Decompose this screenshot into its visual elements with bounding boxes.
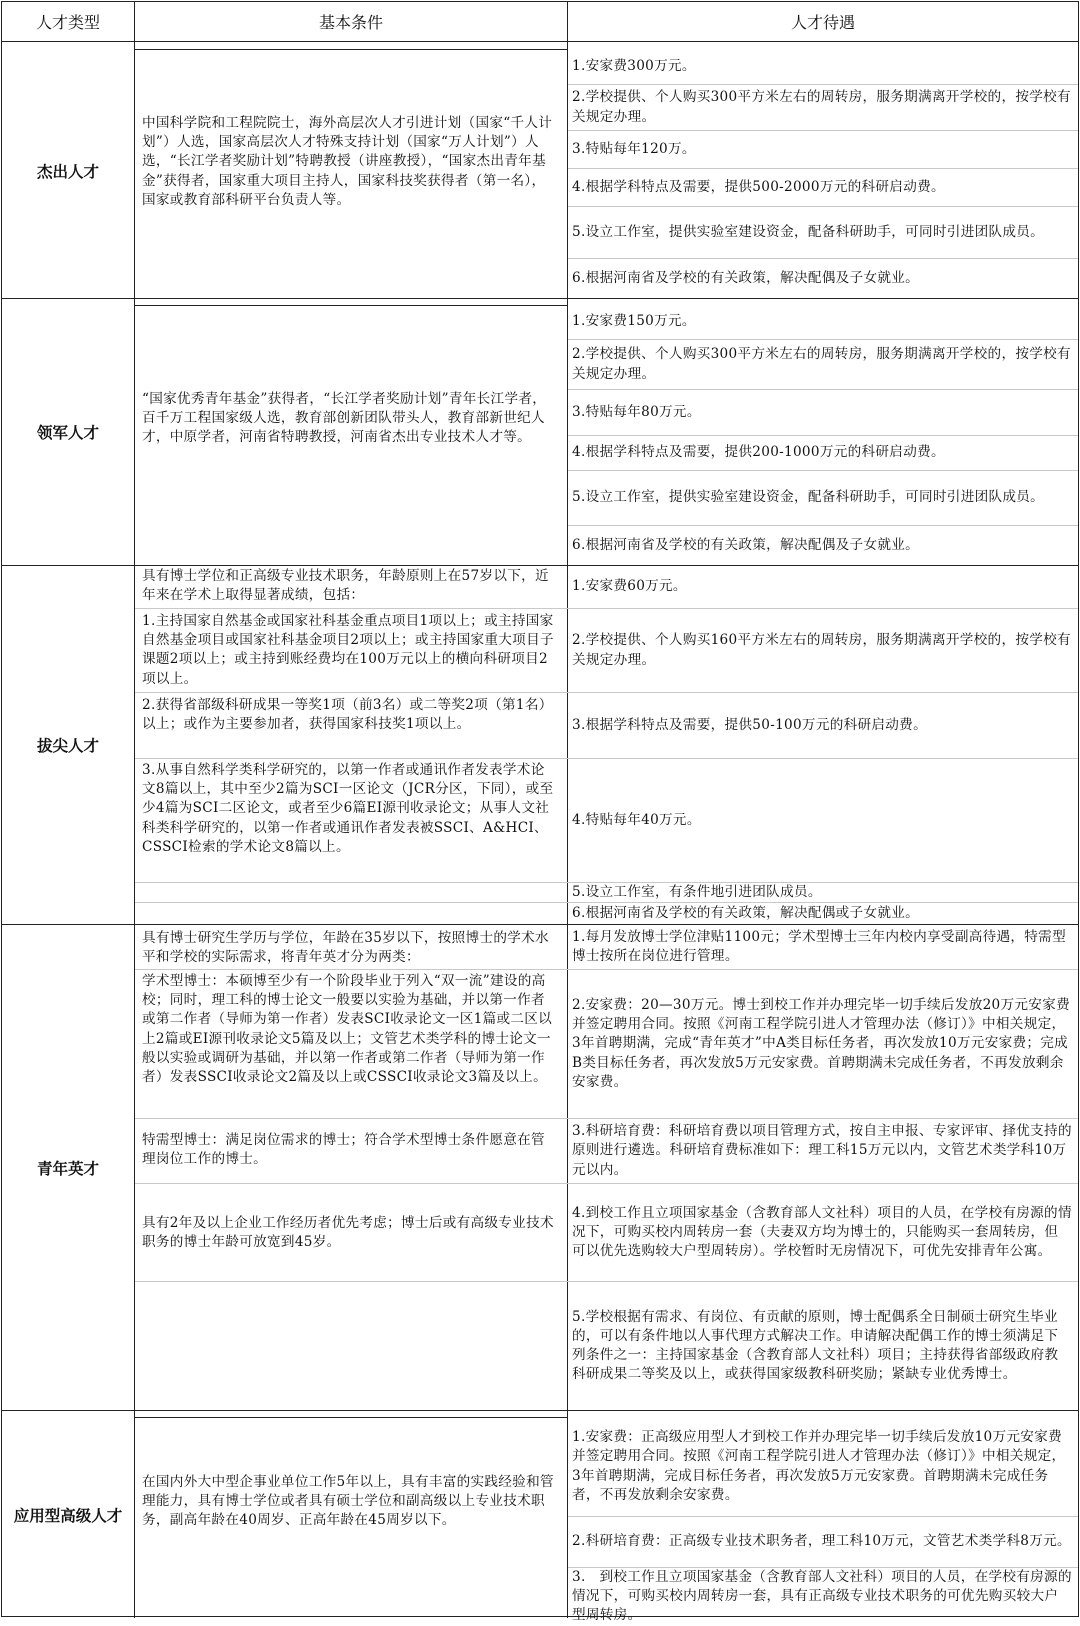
condition-text: 3.从事自然科学类科学研究的，以第一作者或通讯作者发表学术论文8篇以上，其中至少2篇为SCI一区论文（JCR分区，下同），或至少4篇为SCI二区论文，或者至少6篇EI源刊收录论文；从事人文社科类科学研究的，以第一作者或通讯作者发表被SSCI、A&HCI、CSSCI检索的学术论文8篇以上。 <box>142 762 554 855</box>
benefit-item: 3.科研培育费：科研培育费以项目管理方式，按自主申报、专家评审、择优支持的原则进行遴选。科研培育费标准如下：理工科15万元以内，文管艺术类学科10万元以内。 <box>572 1123 1072 1178</box>
benefit-item: 2.学校提供、个人购买160平方米左右的周转房，服务期满离开学校的，按学校有关规定办理。 <box>572 632 1071 668</box>
condition-text: 在国内外大中型企事业单位工作5年以上，具有丰富的实践经验和管理能力，具有博士学位或者具有硕士学位和副高级以上专业技术职务，副高年龄在40周岁、正高年龄在45周岁以下。 <box>142 1474 554 1529</box>
column-divider <box>134 2 135 1618</box>
condition-text: 具有博士研究生学历与学位，年龄在35岁以下，按照博士的学术水平和学校的实际需求，将青年英才分为两类： <box>142 930 549 966</box>
talent-type: 领军人才 <box>36 424 99 442</box>
section-divider <box>2 298 1078 299</box>
talent-type: 青年英才 <box>36 1159 99 1178</box>
benefit-item: 3.特贴每年120万。 <box>572 140 696 157</box>
benefit-item: 3. 到校工作且立项国家基金（含教育部人文社科）项目的人员，在学校有房源的情况下，可购买校内周转房一套，具有正高级专业技术职务的可优先购买较大户型周转房。 <box>572 1569 1072 1624</box>
condition-text: “国家优秀青年基金”获得者，“长江学者奖励计划”青年长江学者，百千万工程国家级人选，教育部创新团队带头人，教育部新世纪人才，中原学者，河南省特聘教授，河南省杰出专业技术人才等。 <box>142 391 547 446</box>
benefit-item: 3.根据学科特点及需要，提供50-100万元的科研启动费。 <box>572 716 927 733</box>
benefit-item: 1.安家费：正高级应用型人才到校工作并办理完毕一切手续后发放10万元安家费并签定聘用合同。按照《河南工程学院引进人才管理办法（修订）》中相关规定，3年首聘期满，完成目标任务者，再次发放5万元安家费。首聘期满未完成任务者，不再发放剩余安家费。 <box>572 1429 1066 1503</box>
header-conditions: 基本条件 <box>135 2 567 42</box>
benefit-item: 5.学校根据有需求、有岗位、有贡献的原则，博士配偶系全日制硕士研究生毕业的，可以有条件地以人事代理方式解决工作。申请解决配偶工作的博士须满足下列条件之一：主持国家基金（含教育部人文社科）项目；主持获得省部级政府教科研成果二等奖及以上，或获得国家级教科研奖励；紧缺专业优秀博士。 <box>572 1308 1059 1383</box>
benefit-item: 2.安家费：20—30万元。博士到校工作并办理完毕一切手续后发放20万元安家费并签定聘用合同。按照《河南工程学院引进人才管理办法（修订）》中相关规定，3年首聘期满，完成“青年英才”中A类目标任务者，再次发放10万元安家费；完成B类目标任务者，再次发放5万元安家费。首聘期满未完成任务者，不再发放剩余安家费。 <box>572 996 1070 1090</box>
condition-text: 具有博士学位和正高级专业技术职务，年龄原则上在57岁以下，近年来在学术上取得显著成绩，包括： <box>142 568 549 604</box>
section-divider <box>2 1410 1078 1411</box>
header-benefits: 人才待遇 <box>568 2 1078 42</box>
benefit-item: 1.安家费300万元。 <box>572 57 696 74</box>
benefit-item: 4.根据学科特点及需要，提供500-2000万元的科研启动费。 <box>572 178 945 195</box>
benefit-item: 1.安家费150万元。 <box>572 313 696 330</box>
benefit-item: 5.设立工作室，有条件地引进团队成员。 <box>572 883 822 900</box>
cell-border <box>135 1417 567 1418</box>
cell-border <box>135 49 567 50</box>
benefit-item: 5.设立工作室，提供实验室建设资金，配备科研助手，可同时引进团队成员。 <box>572 489 1045 506</box>
benefit-item: 4.根据学科特点及需要，提供200-1000万元的科研启动费。 <box>572 444 945 461</box>
benefit-item: 2.学校提供、个人购买300平方米左右的周转房，服务期满离开学校的，按学校有关规定办理。 <box>572 346 1071 382</box>
benefit-item: 2.学校提供、个人购买300平方米左右的周转房，服务期满离开学校的，按学校有关规定办理。 <box>572 89 1071 125</box>
talent-type: 拔尖人才 <box>36 737 99 755</box>
header-type: 人才类型 <box>2 2 134 42</box>
cell-border <box>135 305 567 306</box>
benefit-item: 1.每月发放博士学位津贴1100元；学术型博士三年内校内享受副高待遇，特需型博士按所在岗位进行管理。 <box>572 928 1066 964</box>
benefit-item: 6.根据河南省及学校的有关政策，解决配偶及子女就业。 <box>572 269 920 286</box>
benefit-item: 3.特贴每年80万元。 <box>572 403 701 420</box>
condition-text: 特需型博士：满足岗位需求的博士；符合学术型博士条件愿意在管理岗位工作的博士。 <box>142 1132 545 1168</box>
condition-text: 具有2年及以上企业工作经历者优先考虑；博士后或有高级专业技术职务的博士年龄可放宽到45岁。 <box>142 1215 554 1251</box>
condition-text: 1.主持国家自然基金或国家社科基金重点项目1项以上；或主持国家自然基金项目或国家社科基金项目2项以上；或主持国家重大项目子课题2项以上；或主持到账经费均在100万元以上的横向科研项目2项以上。 <box>142 613 554 687</box>
benefit-item: 2.科研培育费：正高级专业技术职务者，理工科10万元，文管艺术类学科8万元。 <box>572 1533 1071 1550</box>
benefit-item: 4.到校工作且立项国家基金（含教育部人文社科）项目的人员，在学校有房源的情况下，可购买校内周转房一套（夫妻双方均为博士的，只能购买一套周转房，但可以优先选购较大户型周转房）。学校暂时无房情况下，可优先安排青年公寓。 <box>572 1204 1072 1260</box>
talent-type: 杰出人才 <box>36 162 99 181</box>
condition-text: 学术型博士：本硕博至少有一个阶段毕业于列入“双一流”建设的高校；同时，理工科的博士论文一般要以实验为基础，并以第一作者或第二作者（导师为第一作者）发表SCI收录论文一区1篇或二区以上2篇或EI源刊收录论文5篇及以上；文管艺术类学科的博士论文一般以实验或调研为基础，并以第一作者或第二作者（导师为第一作者）发表SSCI收录论文2篇及以上或CSSCI收录论文3篇及以上。 <box>142 973 553 1086</box>
benefit-item: 4.特贴每年40万元。 <box>572 811 701 828</box>
benefit-item: 6.根据河南省及学校的有关政策，解决配偶及子女就业。 <box>572 536 920 553</box>
condition-text: 2.获得省部级科研成果一等奖1项（前3名）或二等奖2项（第1名）以上；或作为主要参加者，获得国家科技奖1项以上。 <box>142 697 553 733</box>
talent-type: 应用型高级人才 <box>13 1506 123 1525</box>
condition-text: 中国科学院和工程院院士，海外高层次人才引进计划（国家“千人计划”）人选，国家高层次人才特殊支持计划（国家“万人计划”）人选，“长江学者奖励计划”特聘教授（讲座教授），“国家杰出青年基金”获得者，国家重大项目主持人，国家科技奖获得者（第一名），国家或教育部科研平台负责人等。 <box>142 115 553 208</box>
benefit-item: 6.根据河南省及学校的有关政策，解决配偶或子女就业。 <box>572 904 920 921</box>
talent-table <box>1 1 1079 1624</box>
benefit-item: 5.设立工作室，提供实验室建设资金，配备科研助手，可同时引进团队成员。 <box>572 223 1045 240</box>
benefit-item: 1.安家费60万元。 <box>572 578 687 595</box>
